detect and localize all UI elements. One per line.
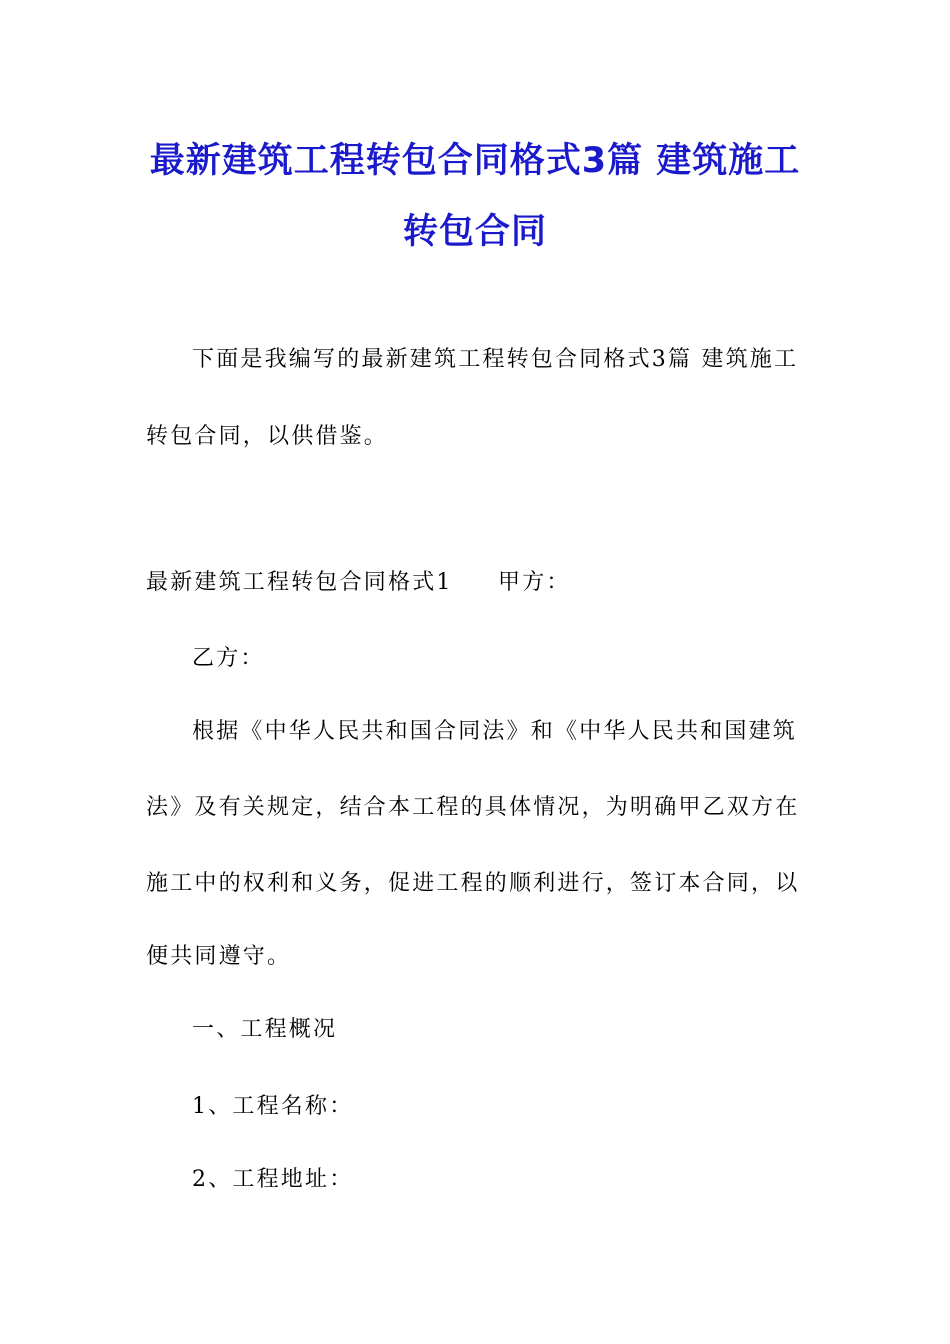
intro-line-2: 转包合同，以供借鉴。 bbox=[146, 424, 389, 449]
section-heading: 最新建筑工程转包合同格式1 bbox=[146, 570, 453, 595]
list-item-project-name: 1、工程名称： bbox=[192, 1094, 354, 1119]
paragraph-line: 便共同遵守。 bbox=[146, 944, 292, 969]
subheading-project-overview: 一、工程概况 bbox=[192, 1017, 338, 1042]
paragraph-line: 法》及有关规定，结合本工程的具体情况，为明确甲乙双方在 bbox=[146, 795, 800, 820]
document-title-line-1: 最新建筑工程转包合同格式3篇 建筑施工 bbox=[149, 141, 801, 181]
intro-line-1: 下面是我编写的最新建筑工程转包合同格式3篇 建筑施工 bbox=[192, 347, 799, 372]
paragraph-line: 根据《中华人民共和国合同法》和《中华人民共和国建筑 bbox=[192, 719, 798, 744]
list-item-project-address: 2、工程地址： bbox=[192, 1167, 354, 1192]
paragraph-line: 施工中的权利和义务，促进工程的顺利进行，签订本合同，以 bbox=[146, 871, 800, 896]
document-title-line-2: 转包合同 bbox=[402, 212, 547, 252]
party-a-label: 甲方： bbox=[498, 570, 571, 595]
party-b-label: 乙方： bbox=[192, 646, 265, 671]
